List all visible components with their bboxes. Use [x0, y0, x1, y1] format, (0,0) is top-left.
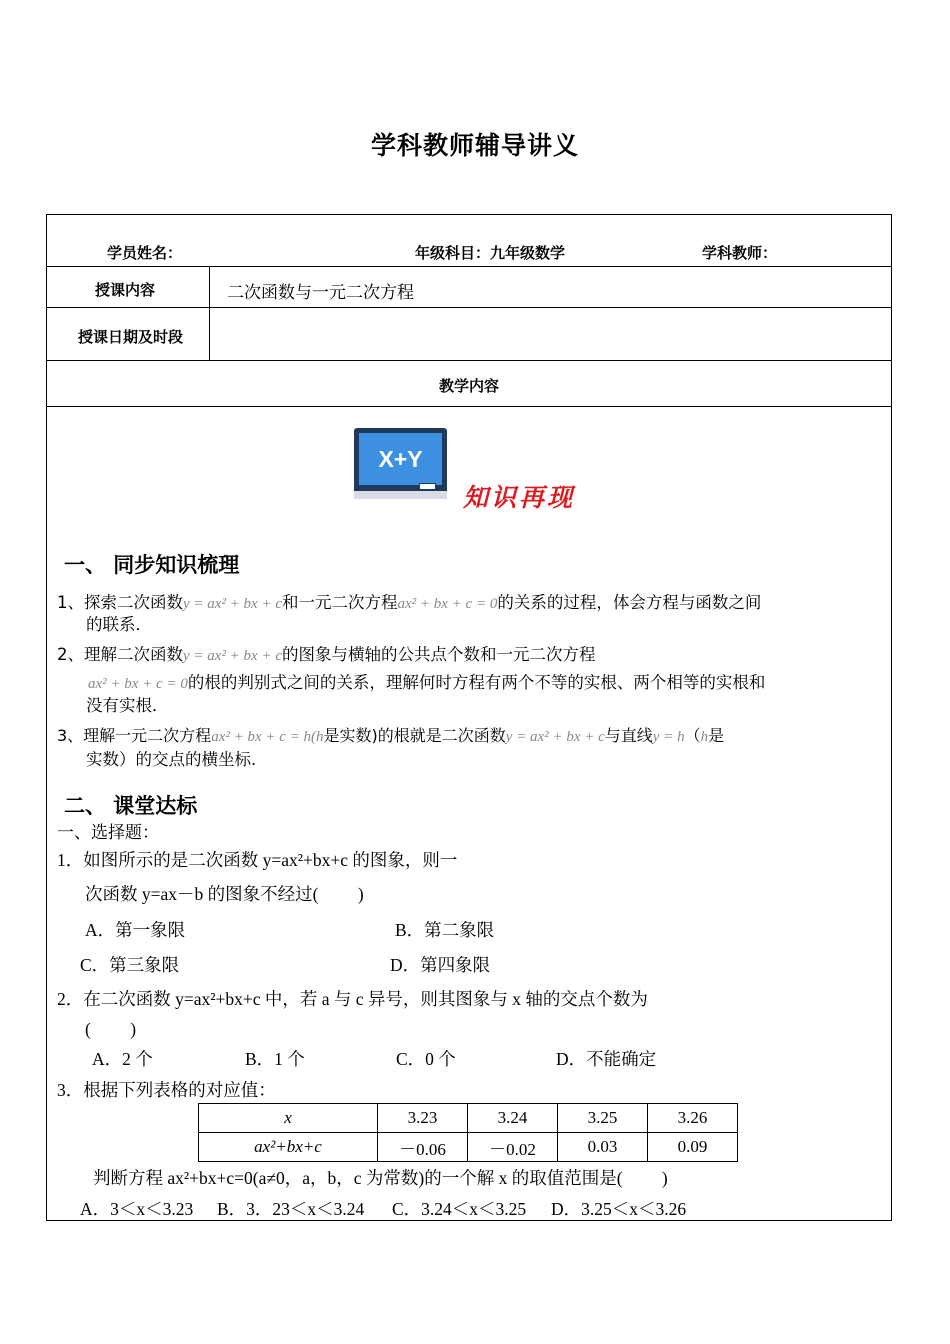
item2-line2: ax² + bx + c = 0的根的判别式之间的关系，理解何时方程有两个不等的实根、两个相等的实根和	[88, 673, 766, 692]
q1-option-b: B．第二象限	[395, 920, 495, 940]
table-cell: 3.23	[378, 1104, 468, 1133]
chalkboard-icon	[354, 428, 447, 497]
table-cell: －0.02	[468, 1133, 558, 1162]
q3-option-d: D．3.25＜x＜3.26	[551, 1199, 687, 1219]
q3-option-c: C．3.24＜x＜3.25	[392, 1199, 527, 1219]
item3-line2: 实数）的交点的横坐标.	[86, 750, 257, 769]
section1-heading: 一、 同步知识梳理	[64, 553, 240, 577]
q2-option-a: A．2 个	[92, 1049, 153, 1069]
q2-option-d: D．不能确定	[556, 1049, 657, 1069]
item2-line1: 2、理解二次函数y = ax² + bx + c的图象与横轴的公共点个数和一元二次方程	[57, 645, 596, 664]
q3-option-a: A．3＜x＜3.23	[80, 1199, 194, 1219]
page-title: 学科教师辅导讲义	[370, 131, 579, 160]
q3-line2: 判断方程 ax²+bx+c=0(a≠0，a，b，c 为常数)的一个解 x 的取值范围是( )	[93, 1168, 668, 1188]
value-table	[198, 1103, 738, 1162]
item3-line1: 3、理解一元二次方程ax² + bx + c = h(h是实数)的根就是二次函数y = ax² + bx + c与直线y = h（h是	[57, 726, 725, 745]
table-cell: 0.03	[558, 1133, 648, 1162]
q1-option-d: D．第四象限	[390, 955, 491, 975]
table-row	[199, 1104, 738, 1133]
q1-option-a: A．第一象限	[85, 920, 186, 940]
q1-line2: 次函数 y=ax－b 的图象不经过( )	[85, 884, 364, 904]
content-label: 授课内容	[95, 281, 156, 299]
date-label: 授课日期及时段	[78, 328, 184, 346]
table-cell: －0.06	[378, 1133, 468, 1162]
teacher-label: 学科教师：	[702, 244, 778, 262]
q3-line1: 3．根据下列表格的对应值：	[57, 1080, 276, 1100]
item1-line1: 1、探索二次函数y = ax² + bx + c和一元二次方程ax² + bx + c = 0的关系的过程，体会方程与函数之间	[57, 593, 762, 612]
table-cell: 3.25	[558, 1104, 648, 1133]
student-name-label: 学员姓名：	[107, 244, 183, 262]
q2-option-c: C．0 个	[396, 1049, 456, 1069]
table-cell: 0.09	[648, 1133, 738, 1162]
section2-heading: 二、 课堂达标	[64, 794, 198, 818]
banner-caption: 知识再现	[463, 483, 576, 512]
table-cell: ax²+bx+c	[199, 1133, 378, 1162]
item2-line3: 没有实根．	[86, 696, 169, 715]
choice-subheading: 一、选择题：	[57, 823, 159, 842]
table-row	[199, 1133, 738, 1162]
q3-option-b: B．3．23＜x＜3.24	[217, 1199, 365, 1219]
q2-line1: 2．在二次函数 y=ax²+bx+c 中，若 a 与 c 异号，则其图象与 x 轴的交点个数为	[57, 989, 648, 1009]
content-value: 二次函数与一元二次方程	[227, 283, 414, 303]
grade-subject-label: 年级科目：九年级数学	[415, 244, 566, 262]
table-cell: 3.24	[468, 1104, 558, 1133]
table-cell: x	[199, 1104, 378, 1133]
lesson-frame	[46, 214, 892, 1221]
board-text: X+Y	[378, 446, 423, 472]
q2-option-b: B．1 个	[245, 1049, 305, 1069]
table-cell: 3.26	[648, 1104, 738, 1133]
q2-line2: ( )	[85, 1019, 137, 1039]
teaching-content-label: 教学内容	[438, 377, 499, 395]
q1-line1: 1．如图所示的是二次函数 y=ax²+bx+c 的图象，则一	[57, 850, 458, 870]
item1-line2: 的联系．	[86, 615, 152, 634]
q1-option-c: C．第三象限	[80, 955, 180, 975]
